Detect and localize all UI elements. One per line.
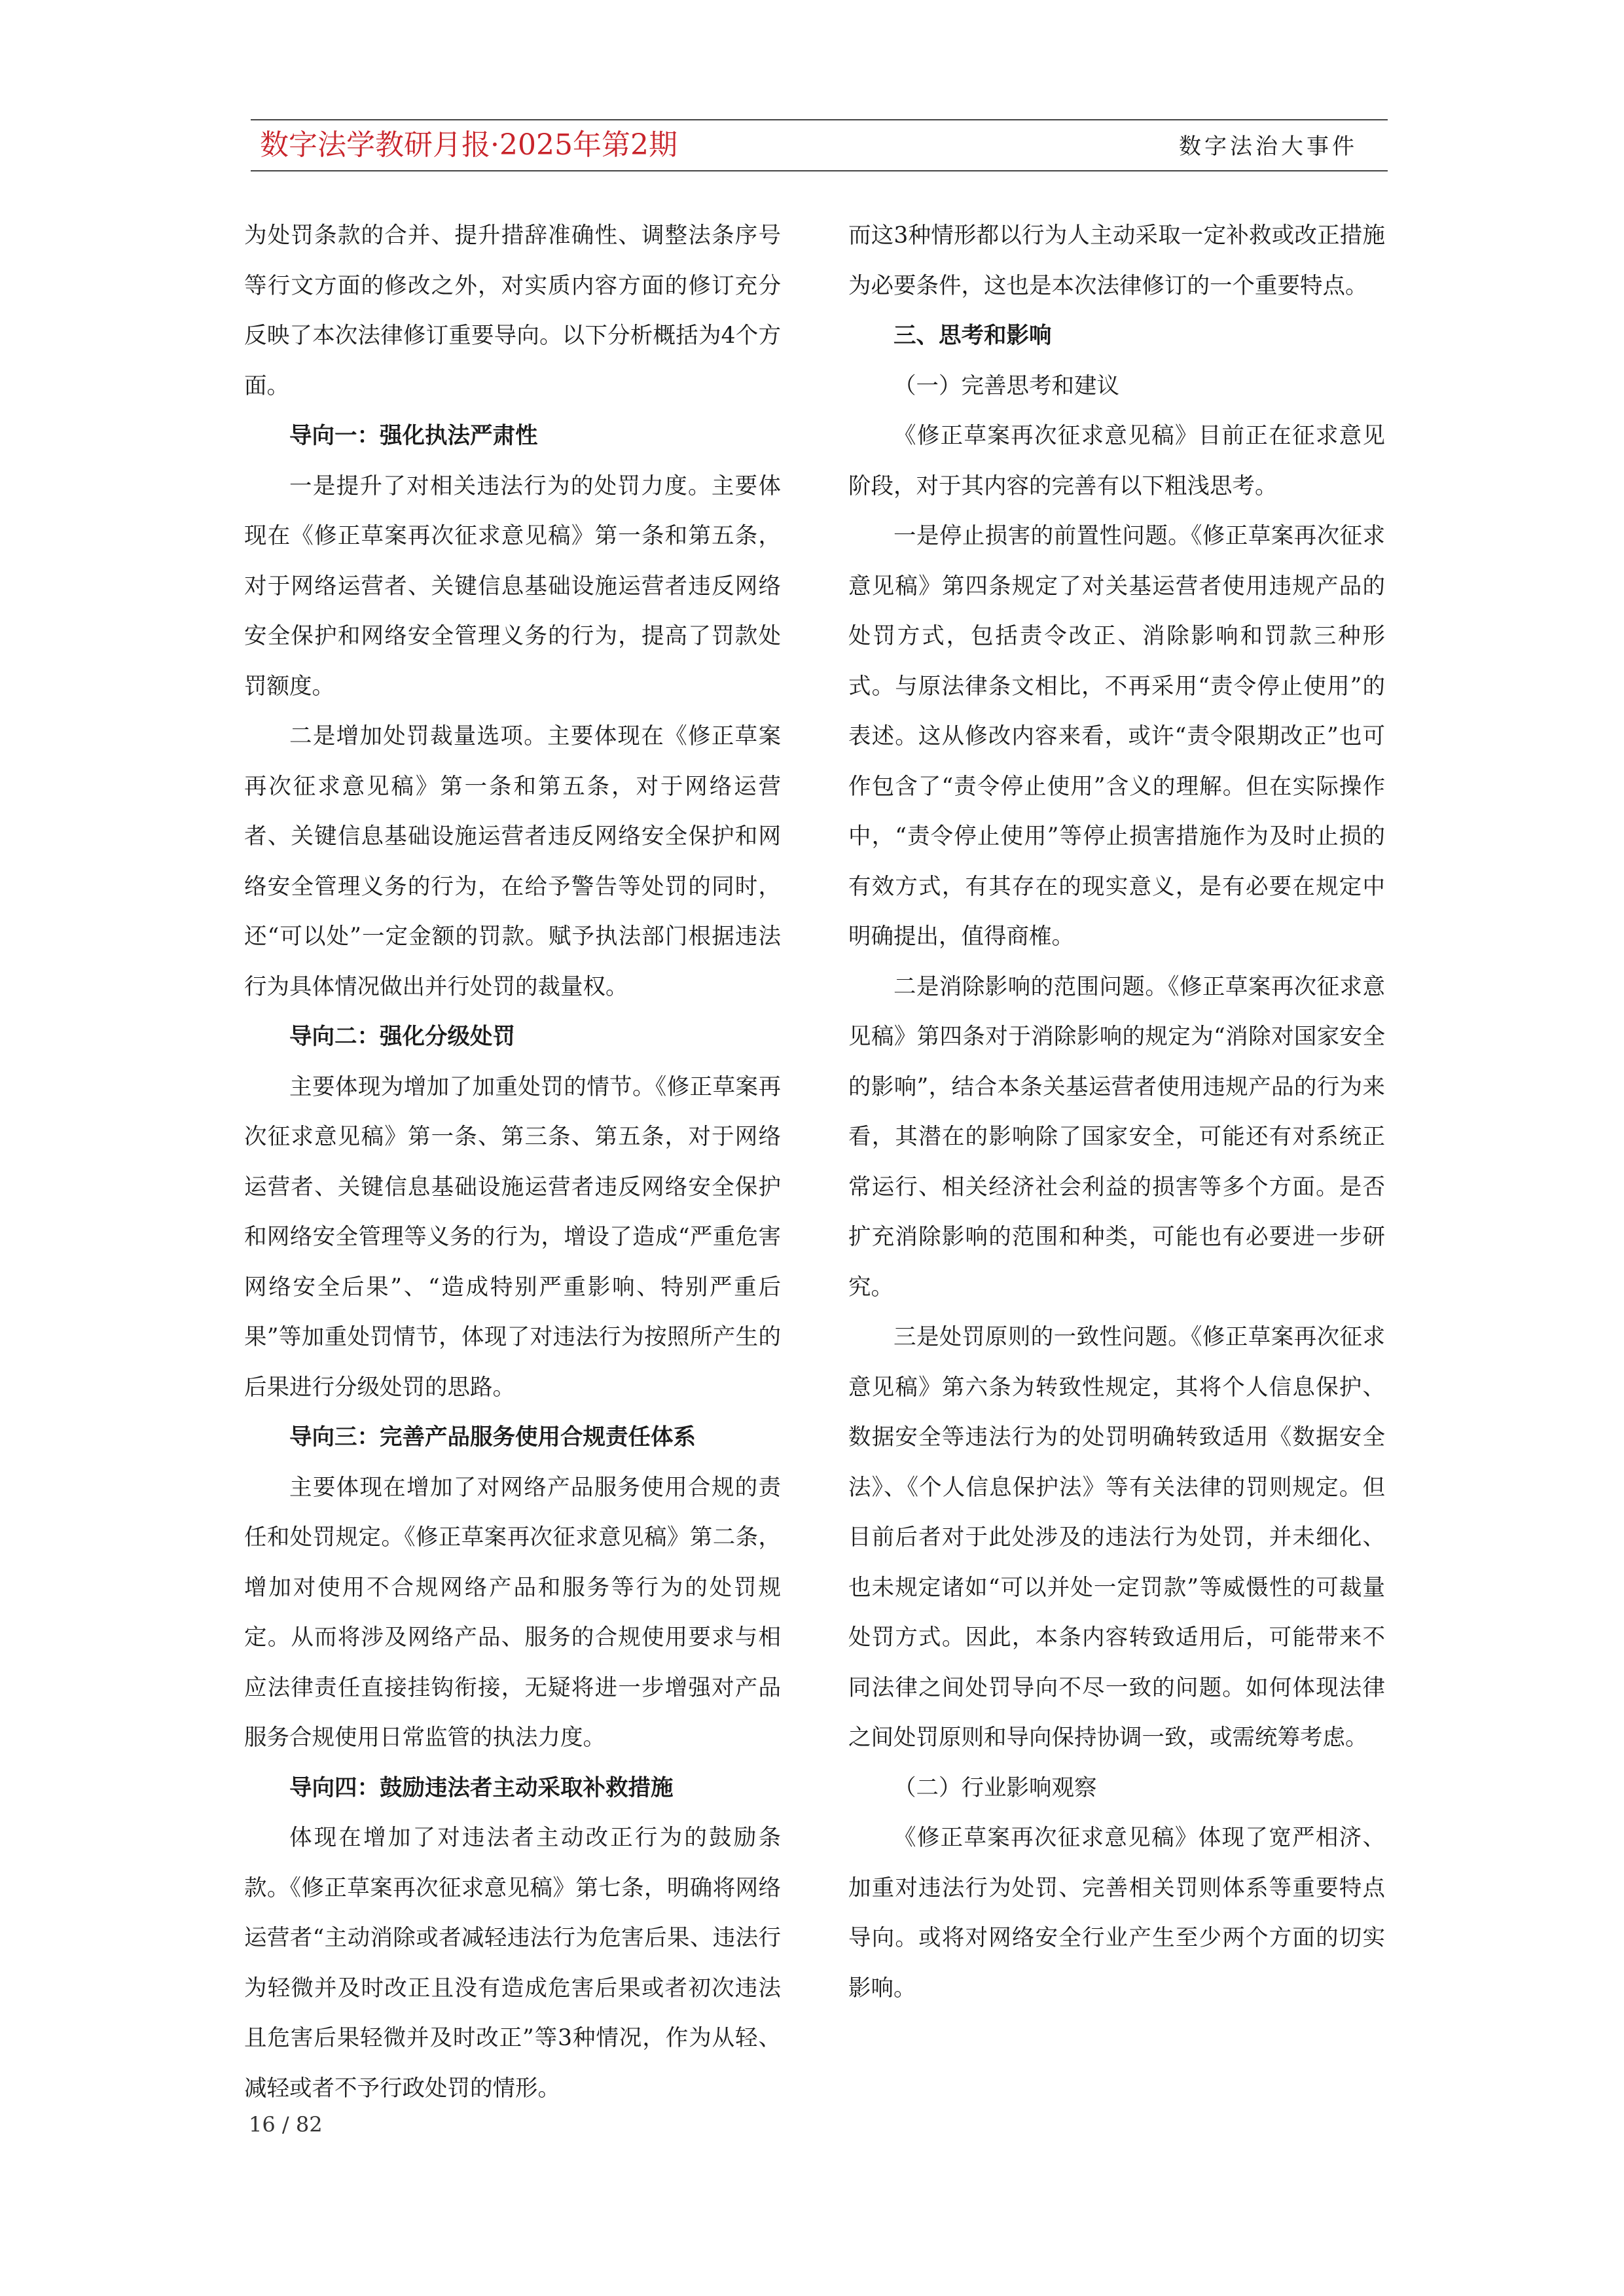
journal-title: 数字法学教研月报·2025年第2期	[260, 128, 677, 162]
paragraph: 一是提升了对相关违法行为的处罚力度。主要体现在《修正草案再次征求意见稿》第一条和第五条，对于网络运营者、关键信息基础设施运营者违反网络安全保护和网络安全管理义务的行为，提高了罚款处罚额度。	[244, 473, 781, 700]
paragraph: 《修正草案再次征求意见稿》目前正在征求意见阶段，对于其内容的完善有以下粗浅思考。	[848, 423, 1385, 499]
subsection-heading: （二）行业影响观察	[893, 1774, 1097, 1801]
paragraph: 为处罚条款的合并、提升措辞准确性、调整法条序号等行文方面的修改之外，对实质内容方面的修订充分反映了本次法律修订重要导向。以下分析概括为4个方面。	[244, 223, 781, 399]
paragraph: 二是增加处罚裁量选项。主要体现在《修正草案再次征求意见稿》第一条和第五条，对于网络运营者、关键信息基础设施运营者违反网络安全保护和网络安全管理义务的行为，在给予警告等处罚的同时，还“可以处”一定金额的罚款。赋予执法部门根据违法行为具体情况做出并行处罚的裁量权。	[244, 723, 781, 1000]
subheading: 导向二：强化分级处罚	[289, 1024, 515, 1050]
paragraph: 三是处罚原则的一致性问题。《修正草案再次征求意见稿》第六条为转致性规定，其将个人信息保护、数据安全等违法行为的处罚明确转致适用《数据安全法》、《个人信息保护法》等有关法律的罚则规定。但目前后者对于此处涉及的违法行为处罚，并未细化、也未规定诸如“可以并处一定罚款”等威慑性的可裁量处罚方式。因此，本条内容转致适用后，可能带来不同法律之间处罚导向不尽一致的问题。如何体现法律之间处罚原则和导向保持协调一致，或需统筹考虑。	[848, 1324, 1385, 1751]
right-column	[848, 211, 1385, 2013]
paragraph: 主要体现为增加了加重处罚的情节。《修正草案再次征求意见稿》第一条、第三条、第五条，对于网络运营者、关键信息基础设施运营者违反网络安全保护和网络安全管理等义务的行为，增设了造成“严重危害网络安全后果”、“造成特别严重影响、特别严重后果”等加重处罚情节，体现了对违法行为按照所产生的后果进行分级处罚的思路。	[244, 1073, 781, 1401]
left-column	[244, 211, 781, 2113]
paragraph: 《修正草案再次征求意见稿》体现了宽严相济、加重对违法行为处罚、完善相关罚则体系等重要特点导向。或将对网络安全行业产生至少两个方面的切实影响。	[848, 1825, 1385, 2001]
page-number: 16 / 82	[249, 2112, 323, 2137]
page-header	[251, 119, 1388, 171]
subheading: 导向一：强化执法严肃性	[289, 423, 538, 449]
subheading: 导向三：完善产品服务使用合规责任体系	[289, 1424, 696, 1450]
section-heading: 三、思考和影响	[893, 323, 1052, 349]
paragraph: 而这3种情形都以行为人主动采取一定补救或改正措施为必要条件，这也是本次法律修订的一个重要特点。	[848, 223, 1385, 299]
subsection-heading: （一）完善思考和建议	[893, 372, 1119, 399]
paragraph: 二是消除影响的范围问题。《修正草案再次征求意见稿》第四条对于消除影响的规定为“消除对国家安全的影响”，结合本条关基运营者使用违规产品的行为来看，其潜在的影响除了国家安全，可能还有对系统正常运行、相关经济社会利益的损害等多个方面。是否扩充消除影响的范围和种类，可能也有必要进一步研究。	[848, 973, 1385, 1300]
section-name: 数字法治大事件	[1179, 134, 1358, 160]
paragraph: 主要体现在增加了对网络产品服务使用合规的责任和处罚规定。《修正草案再次征求意见稿》第二条，增加对使用不合规网络产品和服务等行为的处罚规定。从而将涉及网络产品、服务的合规使用要求与相应法律责任直接挂钩衔接，无疑将进一步增强对产品服务合规使用日常监管的执法力度。	[244, 1474, 781, 1751]
paragraph: 一是停止损害的前置性问题。《修正草案再次征求意见稿》第四条规定了对关基运营者使用违规产品的处罚方式，包括责令改正、消除影响和罚款三种形式。与原法律条文相比，不再采用“责令停止使用”的表述。这从修改内容来看，或许“责令限期改正”也可作包含了“责令停止使用”含义的理解。但在实际操作中，“责令停止使用”等停止损害措施作为及时止损的有效方式，有其存在的现实意义，是有必要在规定中明确提出，值得商榷。	[848, 523, 1385, 950]
paragraph: 体现在增加了对违法者主动改正行为的鼓励条款。《修正草案再次征求意见稿》第七条，明确将网络运营者“主动消除或者减轻违法行为危害后果、违法行为轻微并及时改正且没有造成危害后果或者初次违法且危害后果轻微并及时改正”等3种情况，作为从轻、减轻或者不予行政处罚的情形。	[244, 1825, 781, 2102]
subheading: 导向四：鼓励违法者主动采取补救措施	[289, 1774, 674, 1801]
